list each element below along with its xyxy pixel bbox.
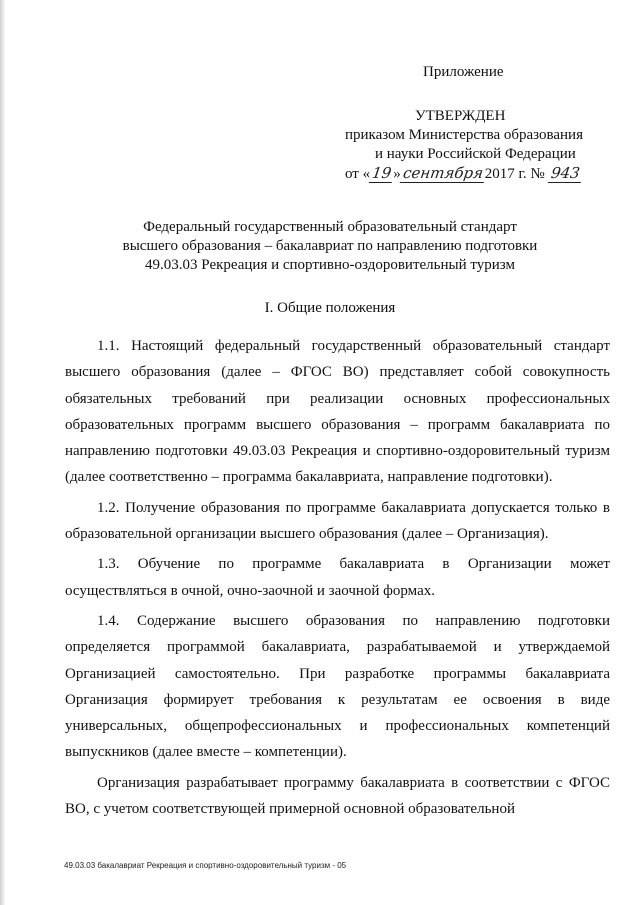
scan-edge-shadow <box>0 0 6 905</box>
date-prefix: от « <box>345 166 371 182</box>
paragraph-1-1: 1.1. Настоящий федеральный государственный образовательный стандарт высшего образования (далее – ФГОС ВО) представляет собой совокупность обязательных требований при реализации основных профессиональных образовательных программ высшего образования – программ бакалавриата по направлению подготовки 49.03.03 Рекреация и спортивно-оздоровительный туризм (далее соответственно – программа бакалавриата, направление подготовки). <box>65 338 610 486</box>
order-date-line <box>345 164 581 184</box>
title-line-1: Федеральный государственный образовательный стандарт <box>143 219 517 235</box>
date-mid: » <box>393 166 401 182</box>
approved-label: УТВЕРЖДЕН <box>415 108 506 124</box>
paragraph-1-2: 1.2. Получение образования по программе бакалавриата допускается только в образовательной организации высшего образования (далее – Организация). <box>65 499 610 543</box>
paragraph-1-3: 1.3. Обучение по программе бакалавриата в Организации может осуществляться в очной, очно-заочной и заочной формах. <box>65 556 610 599</box>
title-line-3: 49.03.03 Рекреация и спортивно-оздоровительный туризм <box>145 257 515 273</box>
order-line-1: приказом Министерства образования <box>345 127 583 143</box>
page-footer: 49.03.03 бакалавриат Рекреация и спортивно-оздоровительный туризм - 05 <box>64 861 347 870</box>
handwritten-order-number: 943 <box>547 165 582 183</box>
appendix-label: Приложение <box>423 64 504 80</box>
section-heading: I. Общие положения <box>264 300 396 316</box>
handwritten-month: сентября <box>399 165 486 183</box>
order-line-2: и науки Российской Федерации <box>375 146 576 162</box>
document-title <box>60 218 600 275</box>
title-line-2: высшего образования – бакалавриат по направлению подготовки <box>122 238 538 254</box>
paragraph-1-4: 1.4. Содержание высшего образования по направлению подготовки определяется программой бакалавриата, разрабатываемой и утверждаемой Организацией самостоятельно. При разработке программы бакалавриата Организация формирует требования к результатам ее освоения в виде универсальных, общепрофессиональных и профессиональных компетенций выпускников (далее вместе – компетенции). <box>65 612 610 761</box>
paragraph-organization: Организация разрабатывает программу бакалавриата в соответствии с ФГОС ВО, с учетом соответствующей примерной основной образовательной <box>65 774 610 818</box>
handwritten-day: 19 <box>369 165 395 183</box>
date-year: 2017 г. № <box>484 166 545 182</box>
body-text <box>65 333 610 826</box>
